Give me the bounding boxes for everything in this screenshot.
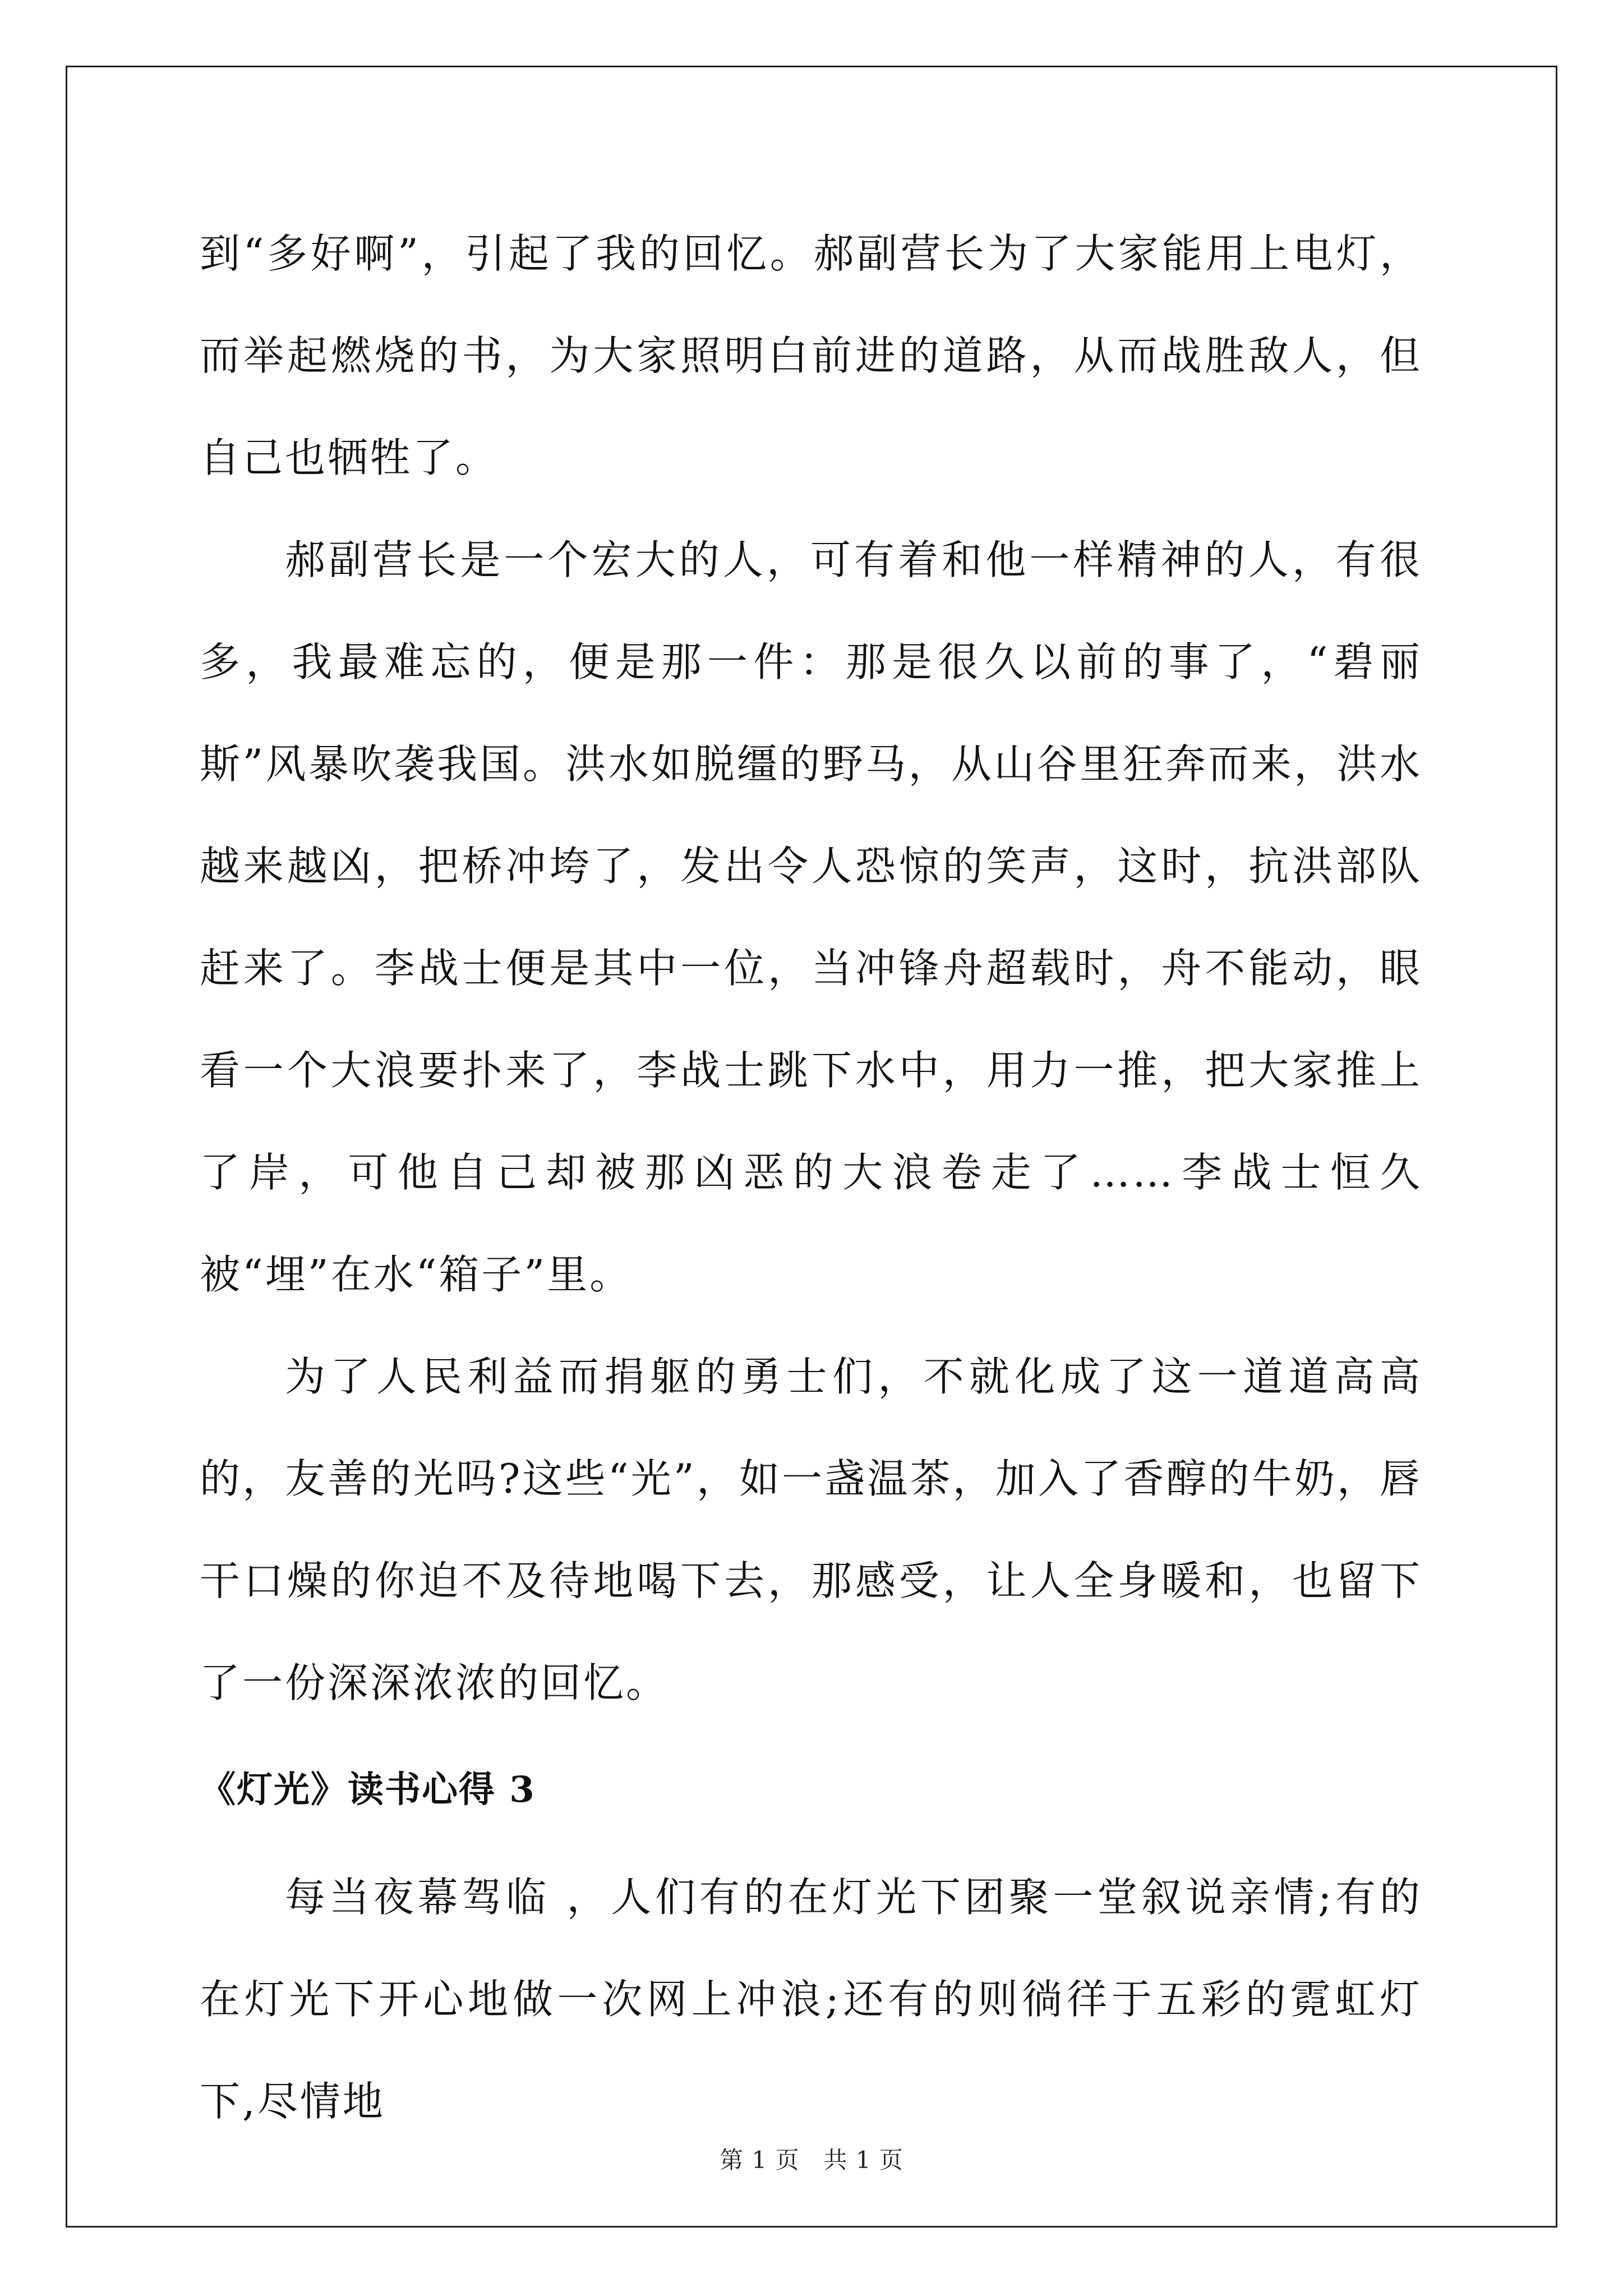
document-body bbox=[200, 203, 1422, 2152]
section-heading: 《灯光》读书心得 3 bbox=[200, 1769, 536, 1811]
paragraph-1: 到“多好啊”，引起了我的回忆。郝副营长为了大家能用上电灯，而举起燃烧的书，为大家照明白前进的道路，从而战胜敌人，但自己也牺牲了。 bbox=[200, 230, 1422, 481]
paragraph-4: 每当夜幕驾临 ，人们有的在灯光下团聚一堂叙说亲情;有的在灯光下开心地做一次网上冲浪;还有的则徜徉于五彩的霓虹灯下,尽情地 bbox=[200, 1874, 1422, 2125]
page-number-footer: 第 1 页 共 1 页 bbox=[720, 2146, 903, 2174]
paragraph-3: 为了人民利益而捐躯的勇士们，不就化成了这一道道高高的，友善的光吗?这些“光”，如一盏温茶，加入了香醇的牛奶，唇干口燥的你迫不及待地喝下去，那感受，让人全身暖和，也留下了一份深深浓浓的回忆。 bbox=[200, 1353, 1422, 1706]
paragraph-2: 郝副营长是一个宏大的人，可有着和他一样精神的人，有很多，我最难忘的，便是那一件：那是很久以前的事了，“碧丽斯”风暴吹袭我国。洪水如脱缰的野马，从山谷里狂奔而来，洪水越来越凶，把桥冲垮了，发出令人恐惊的笑声，这时，抗洪部队赶来了。李战士便是其中一位，当冲锋舟超载时，舟不能动，眼看一个大浪要扑来了，李战士跳下水中，用力一推，把大家推上了岸，可他自己却被那凶恶的大浪卷走了……李战士恒久被“埋”在水“箱子”里。 bbox=[200, 536, 1422, 1298]
